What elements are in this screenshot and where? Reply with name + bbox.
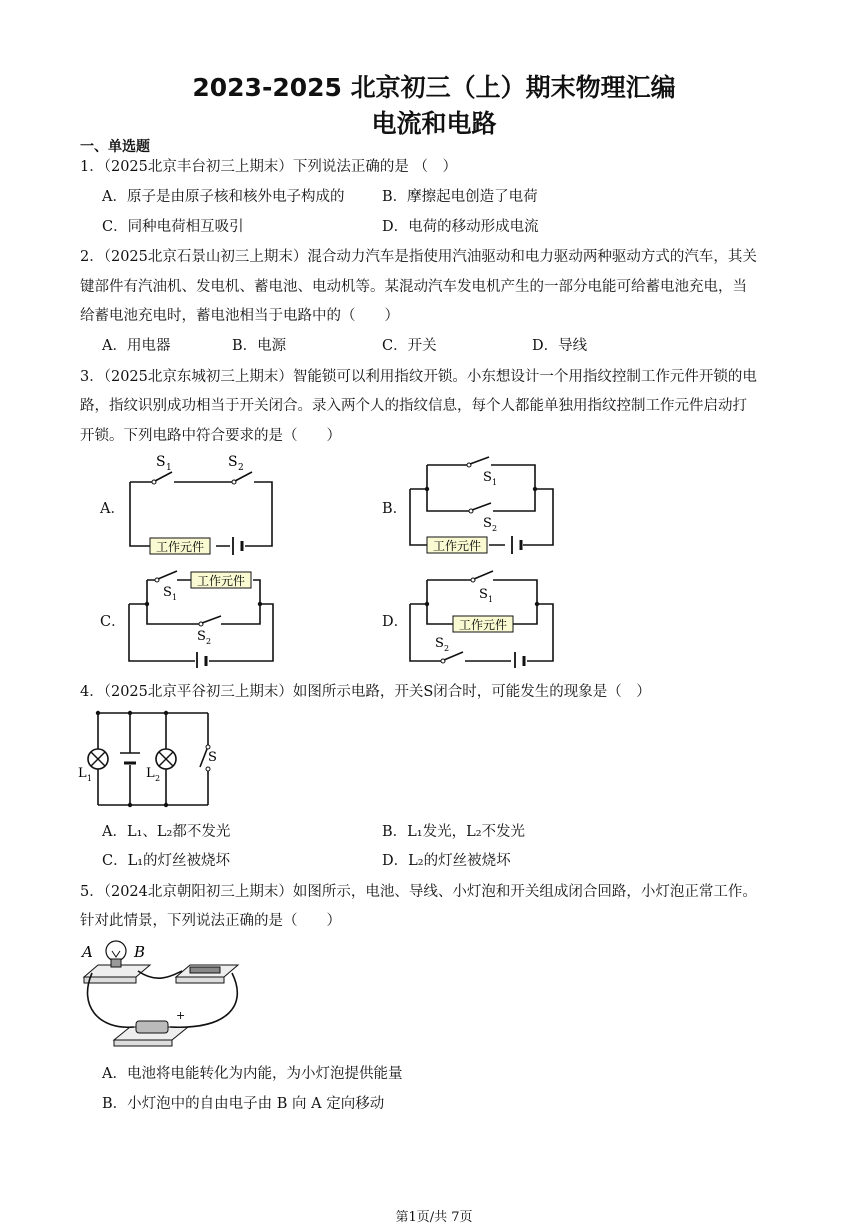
- work-element-label: 工作元件: [432, 539, 482, 553]
- lamp-l1-label: L: [78, 766, 87, 781]
- q2-option-d: D．导线: [532, 338, 588, 354]
- circuit-diagram-d: [405, 568, 565, 668]
- terminal-b-label: B: [134, 943, 146, 961]
- work-element-label: 工作元件: [196, 574, 246, 588]
- q2-option-c: C．开关: [382, 338, 437, 354]
- q1-option-a: A．原子是由原子核和核外电子构成的: [102, 189, 345, 205]
- q2-line1: 2．（2025北京石景山初三上期末）混合动力汽车是指使用汽油驱动和电力驱动两种驱动方式的汽车，其关: [80, 249, 757, 265]
- switch-s-label: S: [208, 750, 217, 765]
- q4-option-b: B．L₁发光，L₂不发光: [382, 824, 526, 840]
- q5-line2: 针对此情景，下列说法正确的是（ ）: [80, 913, 341, 929]
- q5-option-a: A．电池将电能转化为内能，为小灯泡提供能量: [102, 1066, 403, 1082]
- lamp-l2-label: L: [146, 766, 155, 781]
- page-footer: 第1页/共 7页: [395, 1210, 473, 1225]
- q3-line1: 3．（2025北京东城初三上期末）智能锁可以利用指纹开锁。小东想设计一个用指纹控制工作元件开锁的电: [80, 369, 757, 385]
- circuit-diagram-b: [405, 455, 565, 555]
- q5-line1: 5．（2024北京朝阳初三上期末）如图所示，电池、导线、小灯泡和开关组成闭合回路，小灯泡正常工作。: [80, 884, 757, 900]
- switch-s1-sub: 1: [492, 478, 498, 487]
- q4-option-d: D．L₂的灯丝被烧坏: [382, 853, 511, 869]
- switch-s2-sub: 2: [492, 524, 498, 533]
- page-title: 2023-2025 北京初三（上）期末物理汇编: [192, 73, 676, 102]
- switch-s1-label: S: [163, 585, 172, 600]
- terminal-a-label: A: [82, 943, 93, 961]
- q1-option-c: C．同种电荷相互吸引: [102, 219, 244, 235]
- q3-option-a: A．: [100, 501, 125, 517]
- q2-option-a: A．用电器: [102, 338, 171, 354]
- page-subtitle: 电流和电路: [371, 109, 497, 138]
- switch-s2-sub: 2: [238, 463, 244, 473]
- lamp-l1-sub: 1: [87, 774, 93, 783]
- work-element-label: 工作元件: [155, 540, 205, 554]
- circuit-illustration-q5: [78, 935, 243, 1055]
- switch-s1-sub: 1: [488, 595, 494, 604]
- switch-s1-label: S: [156, 454, 166, 470]
- switch-s2-label: S: [197, 629, 206, 644]
- switch-s2-label: S: [435, 636, 444, 651]
- switch-s1-sub: 1: [166, 463, 172, 473]
- q4-option-a: A．L₁、L₂都不发光: [102, 824, 231, 840]
- switch-s1-label: S: [483, 470, 492, 485]
- switch-s2-sub: 2: [444, 644, 450, 653]
- q4-option-c: C．L₁的灯丝被烧坏: [102, 853, 231, 869]
- q3-line3: 开锁。下列电路中符合要求的是（ ）: [80, 428, 341, 444]
- battery-plus-label: +: [176, 1009, 186, 1022]
- circuit-diagram-c: [125, 568, 280, 668]
- switch-s2-label: S: [483, 516, 492, 531]
- q1-option-b: B．摩擦起电创造了电荷: [382, 189, 538, 205]
- q1-option-d: D．电荷的移动形成电流: [382, 219, 539, 235]
- q5-option-b: B．小灯泡中的自由电子由 B 向 A 定向移动: [102, 1096, 385, 1112]
- q3-option-b: B．: [382, 501, 408, 517]
- work-element-label: 工作元件: [458, 618, 508, 632]
- q4-stem: 4．（2025北京平谷初三上期末）如图所示电路，开关S闭合时，可能发生的现象是（ ）: [80, 684, 651, 700]
- section-heading: 一、单选题: [80, 139, 150, 155]
- lamp-l2-sub: 2: [155, 774, 161, 783]
- switch-s2-label: S: [228, 454, 238, 470]
- q3-option-d: D．: [382, 614, 409, 630]
- q1-stem: 1．（2025北京丰台初三上期末）下列说法正确的是 （ ）: [80, 159, 457, 175]
- q2-line2: 键部件有汽油机、发电机、蓄电池、电动机等。某混动汽车发电机产生的一部分电能可给蓄电池充电，当: [80, 279, 747, 295]
- switch-s1-label: S: [479, 587, 488, 602]
- q3-line2: 路，指纹识别成功相当于开关闭合。录入两个人的指纹信息，每个人都能单独用指纹控制工作元件启动打: [80, 398, 747, 414]
- circuit-diagram-a: [120, 450, 280, 555]
- circuit-diagram-q4: [78, 705, 218, 813]
- q2-option-b: B．电源: [232, 338, 287, 354]
- switch-s1-sub: 1: [172, 593, 178, 602]
- switch-s2-sub: 2: [206, 637, 212, 646]
- q2-line3: 给蓄电池充电时，蓄电池相当于电路中的（ ）: [80, 308, 399, 324]
- q3-option-c: C．: [100, 614, 126, 630]
